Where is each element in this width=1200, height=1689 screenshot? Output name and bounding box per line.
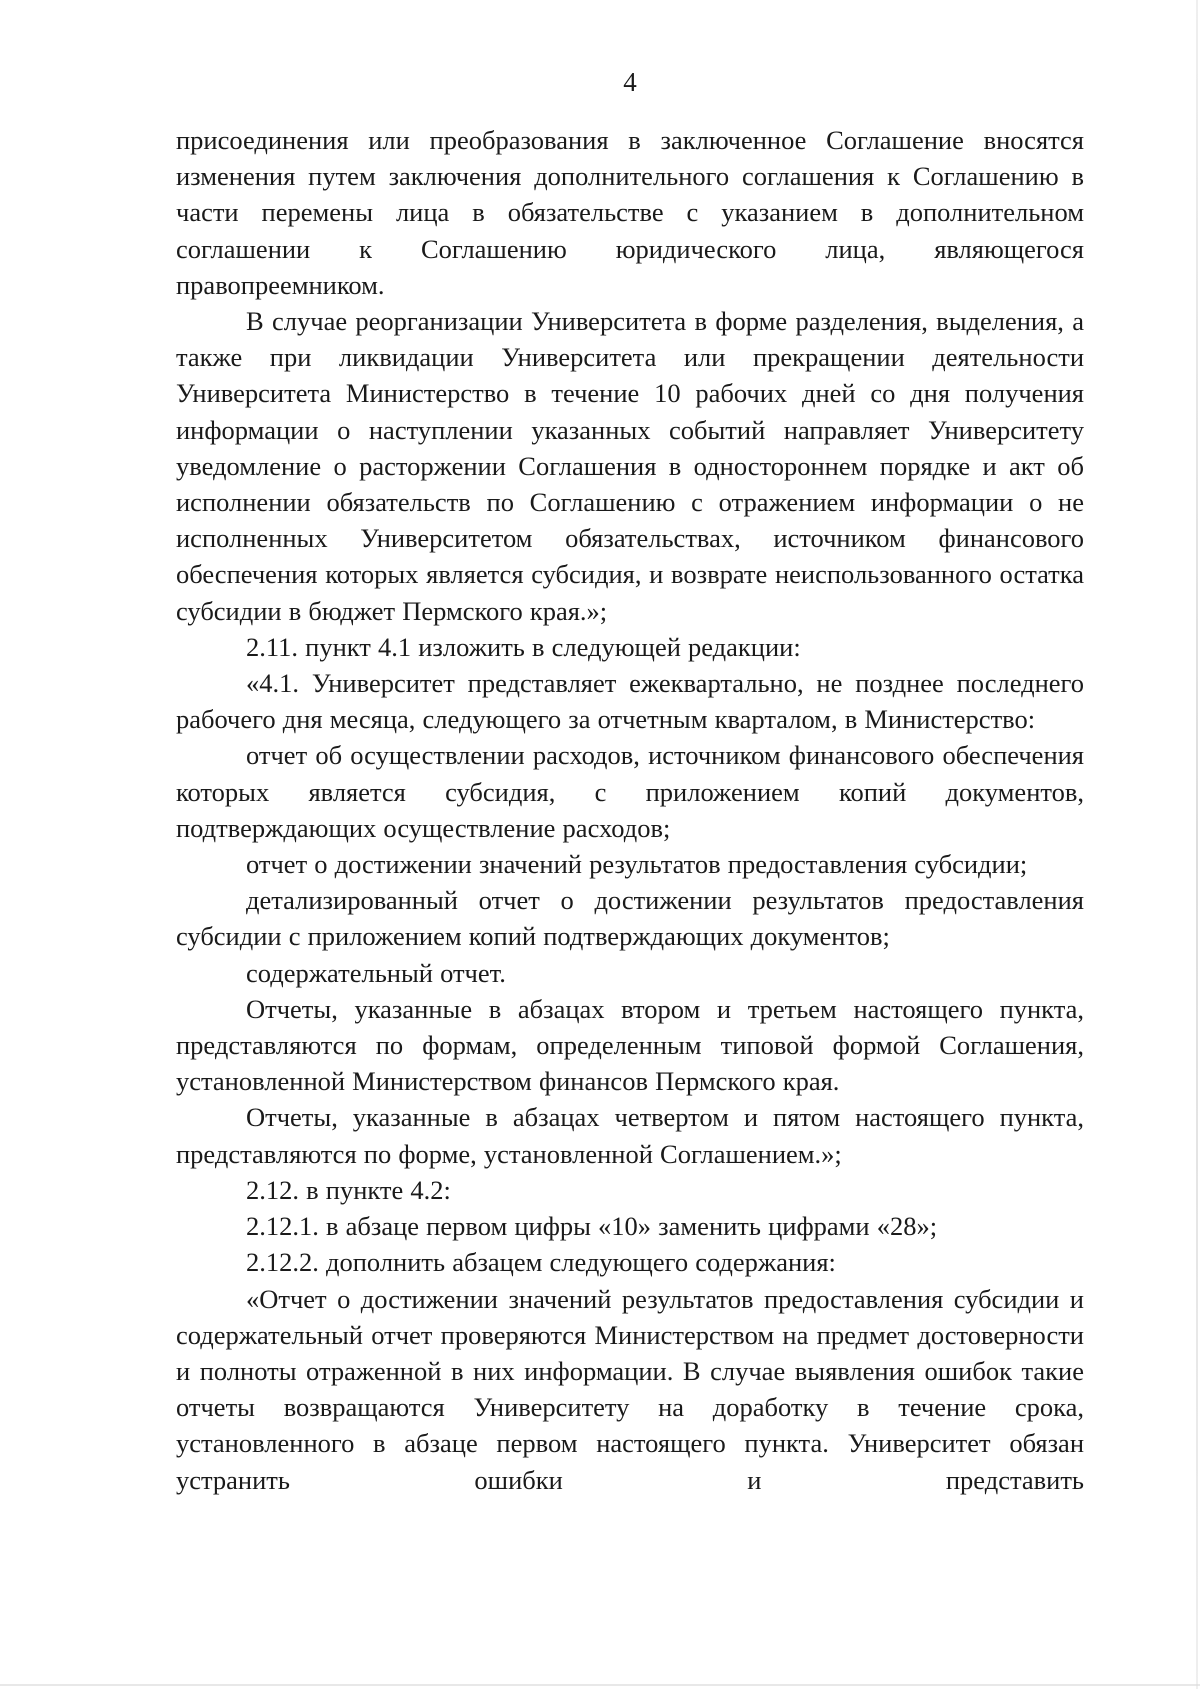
paragraph-results-report: отчет о достижении значений результатов предоставления субсидии; — [246, 849, 1028, 880]
paragraph-reports-forms-standard: Отчеты, указанные в абзацах втором и третьем настоящего пункта, представляются по формам, определенным типовой формой Соглашения, установленной Министерством финансов Пермского края. — [176, 993, 1084, 1097]
scan-edge-bottom — [0, 1684, 1200, 1686]
paragraph-item-2-12-1: 2.12.1. в абзаце первом цифры «10» заменить цифрами «28»; — [246, 1211, 938, 1242]
paragraph-continuation: присоединения или преобразования в заключенное Соглашение вносятся изменения путем заключения дополнительного соглашения к Соглашению в части перемены лица в обязательстве с указанием в дополнительном соглашении к Соглашению юридического лица, являющегося правопреемником. — [176, 125, 1084, 300]
paragraph-item-2-12: 2.12. в пункте 4.2: — [246, 1174, 451, 1205]
paragraph-item-2-11: 2.11. пункт 4.1 изложить в следующей редакции: — [246, 631, 801, 662]
paragraph-reorganization: В случае реорганизации Университета в форме разделения, выделения, а также при ликвидации Университета или прекращении деятельности Университета Министерство в течение 10 рабочих дней со дня получения информации о наступлении указанных событий направляет Университету уведомление о расторжении Соглашения в одностороннем порядке и акт об исполнении обязательств по Соглашению с отражением информации о не исполненных Университетом обязательствах, источником финансового обеспечения которых является субсидия, и возврате неиспользованного остатка субсидии в бюджет Пермского края.»; — [176, 306, 1084, 626]
paragraph-expense-report: отчет об осуществлении расходов, источником финансового обеспечения которых является субсидия, с приложением копий документов, подтверждающих осуществление расходов; — [176, 740, 1084, 843]
paragraph-item-4-1: «4.1. Университет представляет ежеквартально, не позднее последнего рабочего дня месяца, следующего за отчетным кварталом, в Министерство: — [176, 668, 1084, 735]
document-body — [176, 122, 1084, 1498]
paragraph-verification: «Отчет о достижении значений результатов предоставления субсидии и содержательный отчет проверяются Министерством на предмет достоверности и полноты отраженной в них информации. В случае выявления ошибок такие отчеты возвращаются Университету на доработку в течение срока, установленного в абзаце первом настоящего пункта. Университет обязан устранить ошибки и представить — [176, 1283, 1084, 1495]
paragraph-content-report: содержательный отчет. — [246, 957, 506, 988]
paragraph-detailed-report: детализированный отчет о достижении результатов предоставления субсидии с приложением копий подтверждающих документов; — [176, 885, 1084, 952]
page-number: 4 — [623, 67, 637, 97]
paragraph-item-2-12-2: 2.12.2. дополнить абзацем следующего содержания: — [246, 1247, 836, 1278]
paragraph-reports-forms-agreement: Отчеты, указанные в абзацах четвертом и пятом настоящего пункта, представляются по форме, установленной Соглашением.»; — [176, 1102, 1084, 1169]
scan-edge-right — [1196, 0, 1198, 1689]
